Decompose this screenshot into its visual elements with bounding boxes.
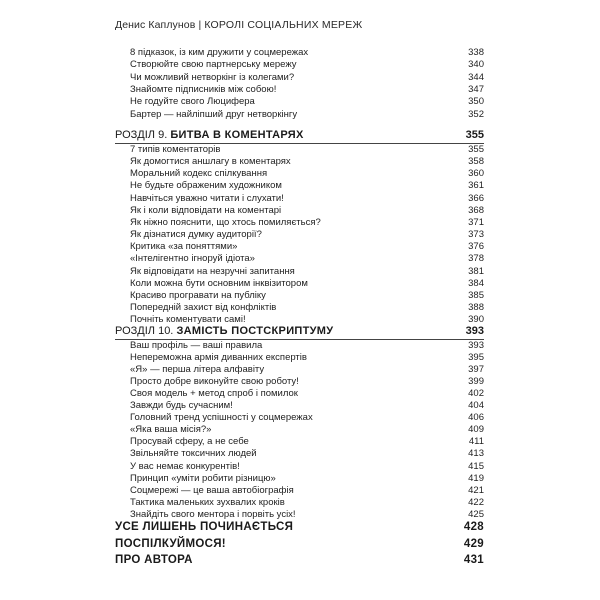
- final-section-page: 431: [463, 554, 484, 566]
- toc-entry[interactable]: [130, 72, 484, 84]
- toc-entry[interactable]: [130, 253, 484, 265]
- toc-entry[interactable]: [130, 241, 484, 253]
- toc-entry-title: Навчіться уважно читати і слухати!: [130, 192, 284, 204]
- chapter-page: 393: [465, 325, 484, 337]
- toc-entry-page: 406: [468, 412, 484, 424]
- toc-entry-title: «Інтелігентно ігноруй ідіота»: [130, 253, 255, 265]
- toc-entry-title: Принцип «уміти робити різницю»: [130, 472, 276, 484]
- toc-entry-title: Соцмережі — це ваша автобіографія: [130, 484, 294, 496]
- toc-entry-page: 419: [468, 472, 484, 484]
- toc-entry-page: 360: [468, 168, 484, 180]
- toc-entry-title: Коли можна бути основним інквізитором: [130, 277, 308, 289]
- toc-entry-page: 393: [468, 340, 484, 351]
- toc-entry[interactable]: [130, 509, 484, 521]
- toc-entry[interactable]: [130, 180, 484, 192]
- final-section-page: 428: [463, 521, 484, 533]
- toc-entry[interactable]: [130, 376, 484, 388]
- toc-entry-page: 355: [468, 144, 484, 155]
- chapter-heading: [115, 324, 333, 338]
- toc-entry-page: 421: [468, 484, 484, 496]
- toc-entry-title: Головний тренд успішності у соцмережах: [130, 412, 313, 424]
- toc-entry-page: 350: [468, 96, 484, 108]
- toc-entry-page: 340: [468, 59, 484, 71]
- header-book-title: КОРОЛІ СОЦІАЛЬНИХ МЕРЕЖ: [204, 19, 363, 31]
- final-section-page: 429: [463, 538, 484, 550]
- toc-entry[interactable]: [130, 109, 484, 121]
- chapter-title: БИТВА В КОМЕНТАРЯХ: [170, 129, 304, 141]
- toc-entry-title: Попередній захист від конфліктів: [130, 301, 277, 313]
- toc-entry-title: Знайомте підписників між собою!: [130, 83, 277, 95]
- toc-entry-page: 397: [468, 364, 484, 376]
- final-section[interactable]: [115, 553, 484, 568]
- toc-entry-page: 371: [468, 216, 484, 228]
- toc-entry-title: Чи можливий нетворкінг із колегами?: [130, 71, 295, 83]
- header-author: Денис Каплунов: [115, 19, 196, 31]
- toc-entry-page: 368: [468, 204, 484, 216]
- chapter-page: 355: [465, 129, 484, 141]
- toc-entry-page: 388: [468, 301, 484, 313]
- toc-entry-page: 399: [468, 376, 484, 388]
- toc-entry-title: Як ніжно пояснити, що хтось помиляється?: [130, 216, 321, 228]
- toc-entry[interactable]: [130, 364, 484, 376]
- toc-entry-page: 373: [468, 229, 484, 241]
- toc-entry-title: Моральний кодекс спілкування: [130, 168, 268, 180]
- final-section[interactable]: [115, 537, 484, 552]
- toc-entry[interactable]: [130, 302, 484, 314]
- toc-entry-title: Бартер — найліпший друг нетворкінгу: [130, 108, 298, 120]
- toc-entry[interactable]: [130, 96, 484, 108]
- toc-entry-title: Не годуйте свого Люцифера: [130, 96, 255, 108]
- toc-entry[interactable]: [130, 473, 484, 485]
- toc-entry-title: Як і коли відповідати на коментарі: [130, 204, 282, 216]
- toc-entry-page: 425: [468, 508, 484, 520]
- toc-entry[interactable]: [130, 497, 484, 509]
- toc-entry-page: 402: [468, 388, 484, 400]
- toc-entry[interactable]: [130, 400, 484, 412]
- toc-entry-page: 413: [468, 448, 484, 460]
- toc-entry-page: 376: [468, 241, 484, 253]
- toc-entry-title: Красиво програвати на публіку: [130, 289, 266, 301]
- toc-entry-title: Не будьте ображеним художником: [130, 180, 282, 192]
- toc-entry-title: Створюйте свою партнерську мережу: [130, 59, 297, 71]
- chapter-title: ЗАМІСТЬ ПОСТСКРИПТУМУ: [176, 325, 334, 337]
- chapter-9-heading[interactable]: [115, 128, 484, 142]
- toc-entry-title: Тактика маленьких зухвалих кроків: [130, 496, 285, 508]
- toc-entry-title: Знайдіть свого ментора і порвіть усіх!: [130, 508, 296, 520]
- toc-entry-title: Своя модель + метод спроб і помилок: [130, 388, 298, 400]
- toc-entry[interactable]: [130, 340, 484, 352]
- toc-entry-page: 378: [468, 253, 484, 265]
- toc-entry-title: Як відповідати на незручні запитання: [130, 265, 295, 277]
- toc-entry-page: 347: [468, 83, 484, 95]
- final-section[interactable]: [115, 520, 484, 535]
- toc-entry-title: Завжди будь сучасним!: [130, 400, 233, 412]
- final-section-title: ПРО АВТОРА: [115, 554, 193, 566]
- toc-entry-title: Непереможна армія диванних експертів: [130, 352, 307, 364]
- toc-entry-title: Як дізнатися думку аудиторії?: [130, 229, 262, 241]
- toc-entry[interactable]: [130, 193, 484, 205]
- toc-entry[interactable]: [130, 485, 484, 497]
- toc-entry[interactable]: [130, 278, 484, 290]
- toc-entry-page: 411: [468, 436, 484, 448]
- toc-entry[interactable]: [130, 266, 484, 278]
- chapter-heading: [115, 128, 304, 142]
- toc-entry[interactable]: [130, 388, 484, 400]
- toc-entry[interactable]: [130, 229, 484, 241]
- toc-entry[interactable]: [130, 144, 484, 156]
- toc-entry-title: У вас немає конкурентів!: [130, 460, 240, 472]
- toc-entry-title: Почніть коментувати самі!: [130, 314, 246, 326]
- toc-entry-page: 352: [468, 108, 484, 120]
- chapter-10-heading[interactable]: [115, 324, 484, 338]
- toc-entry-title: Ваш профіль — ваші правила: [130, 340, 263, 351]
- toc-entry[interactable]: [130, 156, 484, 168]
- toc-entry-title: Як домогтися аншлагу в коментарях: [130, 156, 291, 168]
- header-separator: |: [198, 19, 202, 31]
- toc-entry-title: Просто добре виконуйте свою роботу!: [130, 376, 299, 388]
- toc-entry-page: 385: [468, 289, 484, 301]
- toc-entry[interactable]: [130, 59, 484, 71]
- toc-entry-title: 8 підказок, із ким дружити у соцмережах: [130, 47, 309, 58]
- toc-entry-page: 404: [468, 400, 484, 412]
- final-section-title: УСЕ ЛИШЕНЬ ПОЧИНАЄТЬСЯ: [115, 521, 294, 533]
- toc-entry-page: 409: [468, 424, 484, 436]
- toc-entry-page: 422: [468, 496, 484, 508]
- toc-entry[interactable]: [130, 84, 484, 96]
- toc-entry-page: 395: [468, 352, 484, 364]
- toc-entry[interactable]: [130, 461, 484, 473]
- toc-entry-page: 384: [468, 277, 484, 289]
- toc-entry[interactable]: [130, 412, 484, 424]
- final-section-title: ПОСПІЛКУЙМОСЯ!: [115, 538, 226, 550]
- toc-entry[interactable]: [130, 47, 484, 59]
- toc-entry-page: 344: [468, 71, 484, 83]
- running-header: [115, 19, 362, 31]
- toc-entry-page: 358: [468, 156, 484, 168]
- toc-entry[interactable]: [130, 424, 484, 436]
- toc-entry-title: Просувай сферу, а не себе: [130, 436, 249, 448]
- toc-entry-page: 361: [468, 180, 484, 192]
- chapter-number: РОЗДІЛ 9.: [115, 129, 171, 141]
- toc-entry-title: Критика «за поняттями»: [130, 241, 238, 253]
- toc-entry[interactable]: [130, 290, 484, 302]
- toc-entry-page: 366: [468, 192, 484, 204]
- toc-entry-page: 381: [468, 265, 484, 277]
- toc-entry-title: 7 типів коментаторів: [130, 144, 221, 155]
- toc-entry-title: «Я» — перша літера алфавіту: [130, 364, 265, 376]
- toc-entry[interactable]: [130, 448, 484, 460]
- toc-entry[interactable]: [130, 205, 484, 217]
- toc-entry-page: 390: [468, 314, 484, 326]
- toc-entry[interactable]: [130, 436, 484, 448]
- toc-entry[interactable]: [130, 352, 484, 364]
- toc-entry-title: Звільняйте токсичних людей: [130, 448, 257, 460]
- toc-entry[interactable]: [130, 168, 484, 180]
- chapter-number: РОЗДІЛ 10.: [115, 325, 177, 337]
- toc-entry-page: 415: [468, 460, 484, 472]
- toc-entry[interactable]: [130, 217, 484, 229]
- toc-entry-page: 338: [468, 47, 484, 58]
- toc-entry-title: «Яка ваша місія?»: [130, 424, 212, 436]
